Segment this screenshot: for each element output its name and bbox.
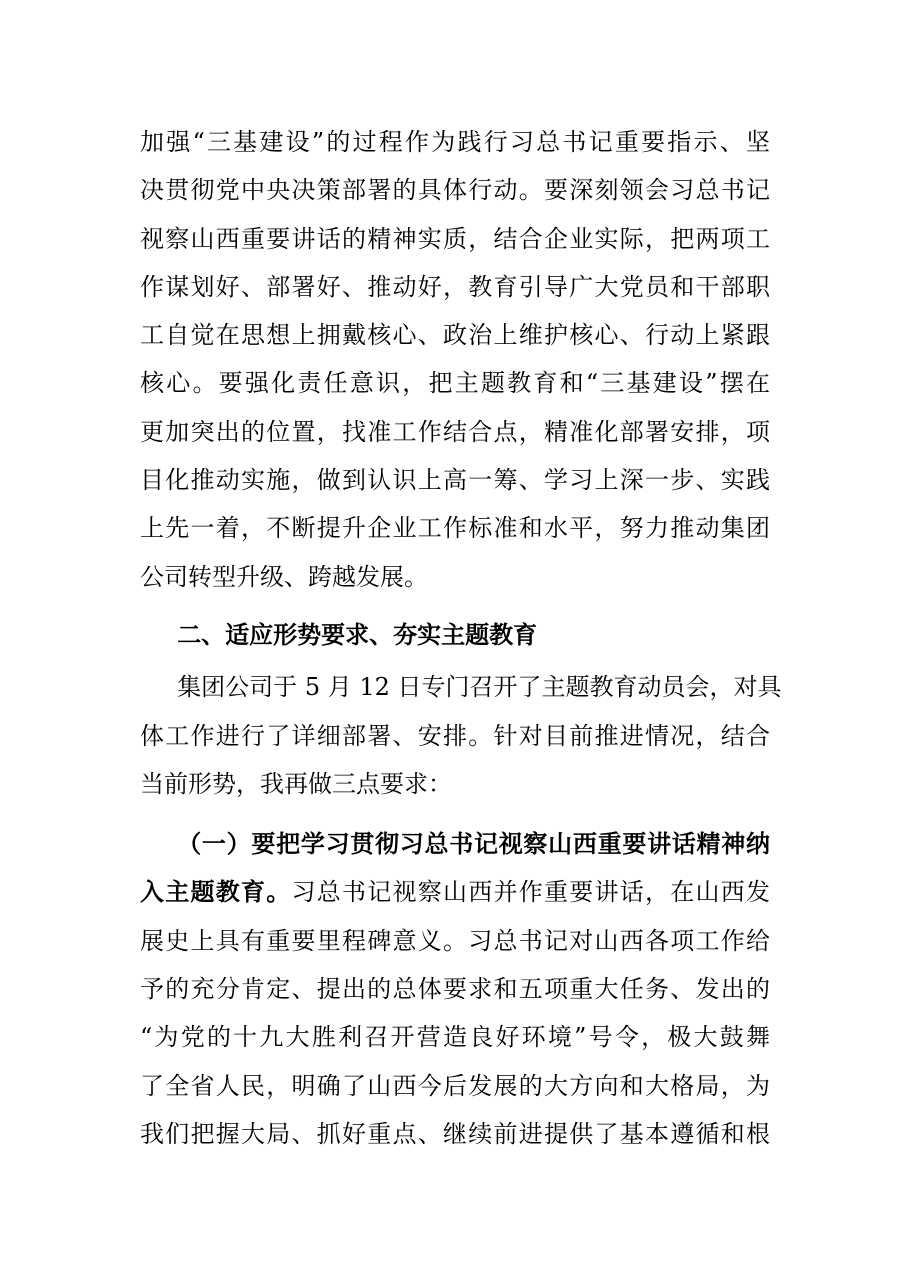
text-line: 加强“三基建设”的过程作为践行习总书记重要指示、坚 <box>140 128 770 156</box>
text-line: 予的充分肯定、提出的总体要求和五项重大任务、发出的 <box>140 975 770 1004</box>
paragraph-intro <box>140 118 770 601</box>
text-line: 公司转型升级、跨越发展。 <box>140 562 428 591</box>
text-line: 我们把握大局、抓好重点、继续前进提供了基本遵循和根 <box>140 1119 770 1148</box>
paragraph-item-1 <box>140 820 770 1158</box>
text-line: 决贯彻党中央决策部署的具体行动。要深刻领会习总书记 <box>140 176 770 205</box>
text-line: 更加突出的位置，找准工作结合点，精准化部署安排，项 <box>140 417 770 446</box>
text-line: 了全省人民，明确了山西今后发展的大方向和大格局，为 <box>140 1071 770 1100</box>
text-line: 核心。要强化责任意识，把主题教育和“三基建设”摆在 <box>140 369 770 398</box>
text-line: 视察山西重要讲话的精神实质，结合企业实际，把两项工 <box>140 224 770 253</box>
text-line: 集团公司于 5 月 12 日专门召开了主题教育动员会，对具 <box>177 673 782 702</box>
item-heading-line: （一）要把学习贯彻习总书记视察山西重要讲话精神纳 <box>177 829 770 859</box>
text-line: 目化推动实施，做到认识上高一筹、学习上深一步、实践 <box>140 466 770 495</box>
text-line: 体工作进行了详细部署、安排。针对目前推进情况，结合 <box>140 721 770 750</box>
item-heading-tail: 入主题教育。 <box>140 877 292 907</box>
item-body-start: 习总书记视察山西并作重要讲话，在山西发 <box>291 878 770 907</box>
text-line: 作谋划好、部署好、推动好，教育引导广大党员和干部职 <box>140 272 770 301</box>
document-page <box>140 118 782 1158</box>
text-line: 上先一着，不断提升企业工作标准和水平，努力推动集团 <box>140 514 770 543</box>
text-line: 当前形势，我再做三点要求： <box>140 769 452 798</box>
text-line: “为党的十九大胜利召开营造良好环境”号令，极大鼓舞 <box>140 1023 770 1052</box>
text-line <box>140 868 770 916</box>
paragraph-meeting <box>140 663 782 808</box>
section-heading: 二、适应形势要求、夯实主题教育 <box>177 619 538 649</box>
text-line: 工自觉在思想上拥戴核心、政治上维护核心、行动上紧跟 <box>140 321 770 350</box>
text-line: 展史上具有重要里程碑意义。习总书记对山西各项工作给 <box>140 926 770 955</box>
